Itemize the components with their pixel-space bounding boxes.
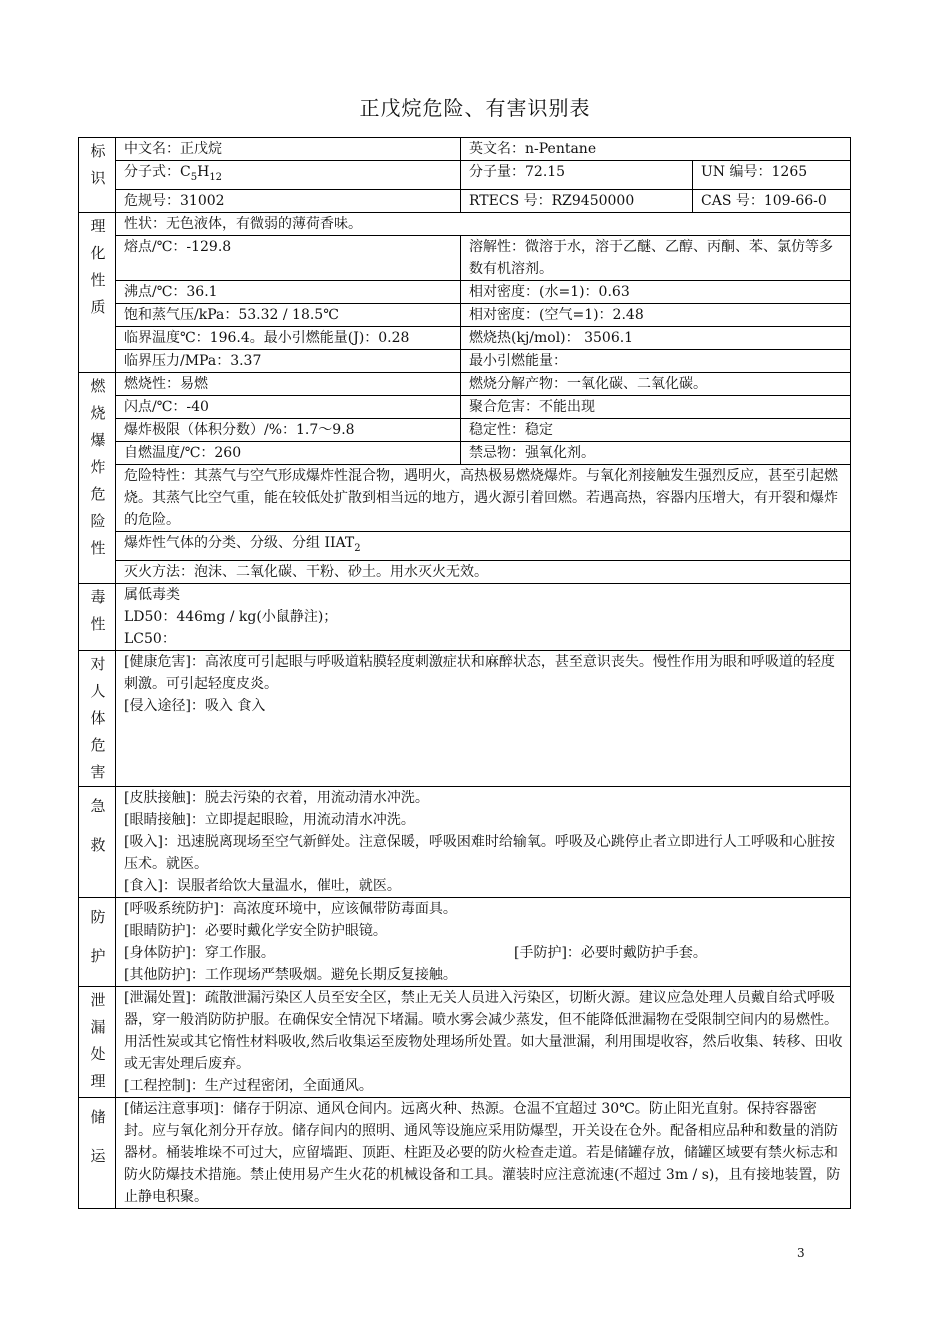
hazard-description-cell: 危险特性：其蒸气与空气形成爆炸性混合物，遇明火，高热极易燃烧爆炸。与氧化剂接触发生强烈反应，甚至引起燃烧。其蒸气比空气重，能在较低处扩散到相当远的地方，遇火源引着回燃。若遇高热，容器内压增大，有开裂和爆炸的危险。 xyxy=(116,464,851,531)
density-air-cell: 相对密度：(空气=1)：2.48 xyxy=(461,303,851,326)
body-protection: [身体防护]：穿工作服。 xyxy=(124,944,275,961)
inhalation: [吸入]：迅速脱离现场至空气新鲜处。注意保暖，呼吸困难时给输氧。呼吸及心跳停止者立即进行人工呼吸和心脏按压术。就医。 xyxy=(124,833,835,872)
appearance-cell: 性状：无色液体，有微弱的薄荷香味。 xyxy=(116,212,851,235)
autoignition-cell: 自燃温度/℃：260 xyxy=(116,441,461,464)
table-row xyxy=(79,372,851,395)
respiratory-protection: [呼吸系统防护]：高浓度环境中，应该佩带防毒面具。 xyxy=(124,900,457,917)
melting-point-cell: 熔点/℃：-129.8 xyxy=(116,235,461,280)
health-hazard: [健康危害]：高浓度可引起眼与呼吸道粘膜轻度刺激症状和麻醉状态，甚至意识丧失。慢性作用为眼和呼吸道的轻度刺激。可引起轻度皮炎。 xyxy=(124,653,835,692)
table-row xyxy=(79,212,851,235)
decomposition-cell: 燃烧分解产物：一氧化碳、二氧化碳。 xyxy=(461,372,851,395)
table-row xyxy=(79,161,851,190)
first-aid-cell xyxy=(116,786,851,897)
storage-cell: [储运注意事项]：储存于阴凉、通风仓间内。远离火种、热源。仓温不宜超过 30℃。防止阳光直射。保持容器密封。应与氧化剂分开存放。储存间内的照明、通风等设施应采用防爆型，开关设在仓外。配备相应品种和数量的消防器材。桶装堆垛不可过大，应留墙距、顶距、柱距及必要的防火检查走道。若是储罐存放，储罐区域要有禁火标志和防火防爆技术措施。禁止使用易产生火花的机械设备和工具。灌装时应注意流速(不超过 3m / s)，且有接地装置，防止静电积聚。 xyxy=(116,1097,851,1208)
entry-route: [侵入途径]：吸入 食入 xyxy=(124,697,266,714)
table-row xyxy=(79,560,851,583)
hand-protection: [手防护]：必要时戴防护手套。 xyxy=(514,944,707,961)
section-label-protect: 防护 xyxy=(79,897,116,986)
table-row xyxy=(79,441,851,464)
eye-protection: [眼睛防护]：必要时戴化学安全防护眼镜。 xyxy=(124,922,387,939)
rtecs-cell: RTECS 号：RZ9450000 xyxy=(461,189,693,212)
table-row xyxy=(79,464,851,531)
skin-contact: [皮肤接触]：脱去污染的衣着，用流动清水冲洗。 xyxy=(124,789,429,806)
section-label-aid: 急救 xyxy=(79,786,116,897)
flash-point-cell: 闪点/℃：-40 xyxy=(116,395,461,418)
solubility-cell: 溶解性：微溶于水，溶于乙醚、乙醇、丙酮、苯、氯仿等多数有机溶剂。 xyxy=(461,235,851,280)
en-name-cell: 英文名：n-Pentane xyxy=(461,138,851,161)
table-row xyxy=(79,650,851,786)
toxicity-cell xyxy=(116,583,851,650)
page-title: 正戊烷危险、有害识别表 xyxy=(359,96,591,120)
density-water-cell: 相对密度：(水=1)：0.63 xyxy=(461,280,851,303)
table-row xyxy=(79,138,851,161)
page-number: 3 xyxy=(797,1246,805,1260)
table-row xyxy=(79,326,851,349)
mol-weight-cell: 分子量：72.15 xyxy=(461,161,693,190)
hazard-identification-table xyxy=(78,137,851,1209)
table-row xyxy=(79,897,851,986)
table-row xyxy=(79,395,851,418)
section-label-leak: 泄漏处理 xyxy=(79,986,116,1097)
min-ignition-cell: 最小引燃能量： xyxy=(461,349,851,372)
leak-cell xyxy=(116,986,851,1097)
table-row xyxy=(79,418,851,441)
table-row xyxy=(79,235,851,280)
boiling-point-cell: 沸点/℃：36.1 xyxy=(116,280,461,303)
table-row xyxy=(79,349,851,372)
table-row xyxy=(79,1097,851,1208)
table-row xyxy=(79,189,851,212)
other-protection: [其他防护]：工作现场严禁吸烟。避免长期反复接触。 xyxy=(124,966,457,983)
section-label-phys: 理化性质 xyxy=(79,212,116,372)
section-label-health: 对人体危害 xyxy=(79,650,116,786)
vapor-pressure-cell: 饱和蒸气压/kPa：53.32 / 18.5℃ xyxy=(116,303,461,326)
incompatible-cell: 禁忌物：强氧化剂。 xyxy=(461,441,851,464)
combustion-heat-cell: 燃烧热(kj/mol)： 3506.1 xyxy=(461,326,851,349)
protection-cell xyxy=(116,897,851,986)
section-label-tox: 毒性 xyxy=(79,583,116,650)
critical-temp-cell: 临界温度℃：196.4。最小引燃能量(J)：0.28 xyxy=(116,326,461,349)
section-label-ident: 标识 xyxy=(79,138,116,213)
lc50: LC50： xyxy=(124,630,176,647)
formula-cell: 分子式：$C_5H_{12}$ xyxy=(116,161,461,190)
un-number-cell: UN 编号：1265 xyxy=(693,161,851,190)
section-label-storage: 储运 xyxy=(79,1097,116,1208)
cn-name-cell: 中文名：正戊烷 xyxy=(116,138,461,161)
table-row xyxy=(79,303,851,326)
cas-cell: CAS 号：109-66-0 xyxy=(693,189,851,212)
flammability-cell: 燃烧性：易燃 xyxy=(116,372,461,395)
eye-contact: [眼睛接触]：立即提起眼睑，用流动清水冲洗。 xyxy=(124,811,415,828)
engineering-control: [工程控制]：生产过程密闭，全面通风。 xyxy=(124,1077,373,1094)
leak-disposal: [泄漏处置]：疏散泄漏污染区人员至安全区，禁止无关人员进入污染区，切断火源。建议应急处理人员戴自给式呼吸器，穿一般消防防护服。在确保安全情况下堵漏。喷水雾会减少蒸发，但不能降低泄漏物在受限制空间内的易燃性。用活性炭或其它惰性材料吸收,然后收集运至废物处理场所处置。如大量泄漏，利用围堤收容，然后收集、转移、田收或无害处理后废弃。 xyxy=(124,989,843,1072)
toxicity-class: 属低毒类 xyxy=(124,586,180,603)
gas-classification-cell: 爆炸性气体的分类、分级、分组 $IIAT_2$ xyxy=(116,531,851,560)
section-label-fire: 燃烧爆炸危险性 xyxy=(79,372,116,583)
explosive-limit-cell: 爆炸极限（体积分数）/%：1.7～9.8 xyxy=(116,418,461,441)
table-row xyxy=(79,280,851,303)
table-row xyxy=(79,986,851,1097)
ingestion: [食入]：误服者给饮大量温水，催吐，就医。 xyxy=(124,877,401,894)
table-row xyxy=(79,531,851,560)
body-hand-protection xyxy=(124,942,844,964)
extinguish-cell: 灭火方法：泡沫、二氧化碳、干粉、砂土。用水灭火无效。 xyxy=(116,560,851,583)
critical-pressure-cell: 临界压力/MPa：3.37 xyxy=(116,349,461,372)
polymerization-cell: 聚合危害：不能出现 xyxy=(461,395,851,418)
table-row xyxy=(79,583,851,650)
health-hazard-cell xyxy=(116,650,851,786)
ld50: LD50：446mg / kg(小鼠静注)； xyxy=(124,608,338,625)
stability-cell: 稳定性：稳定 xyxy=(461,418,851,441)
table-row xyxy=(79,786,851,897)
hazard-number-cell: 危规号：31002 xyxy=(116,189,461,212)
